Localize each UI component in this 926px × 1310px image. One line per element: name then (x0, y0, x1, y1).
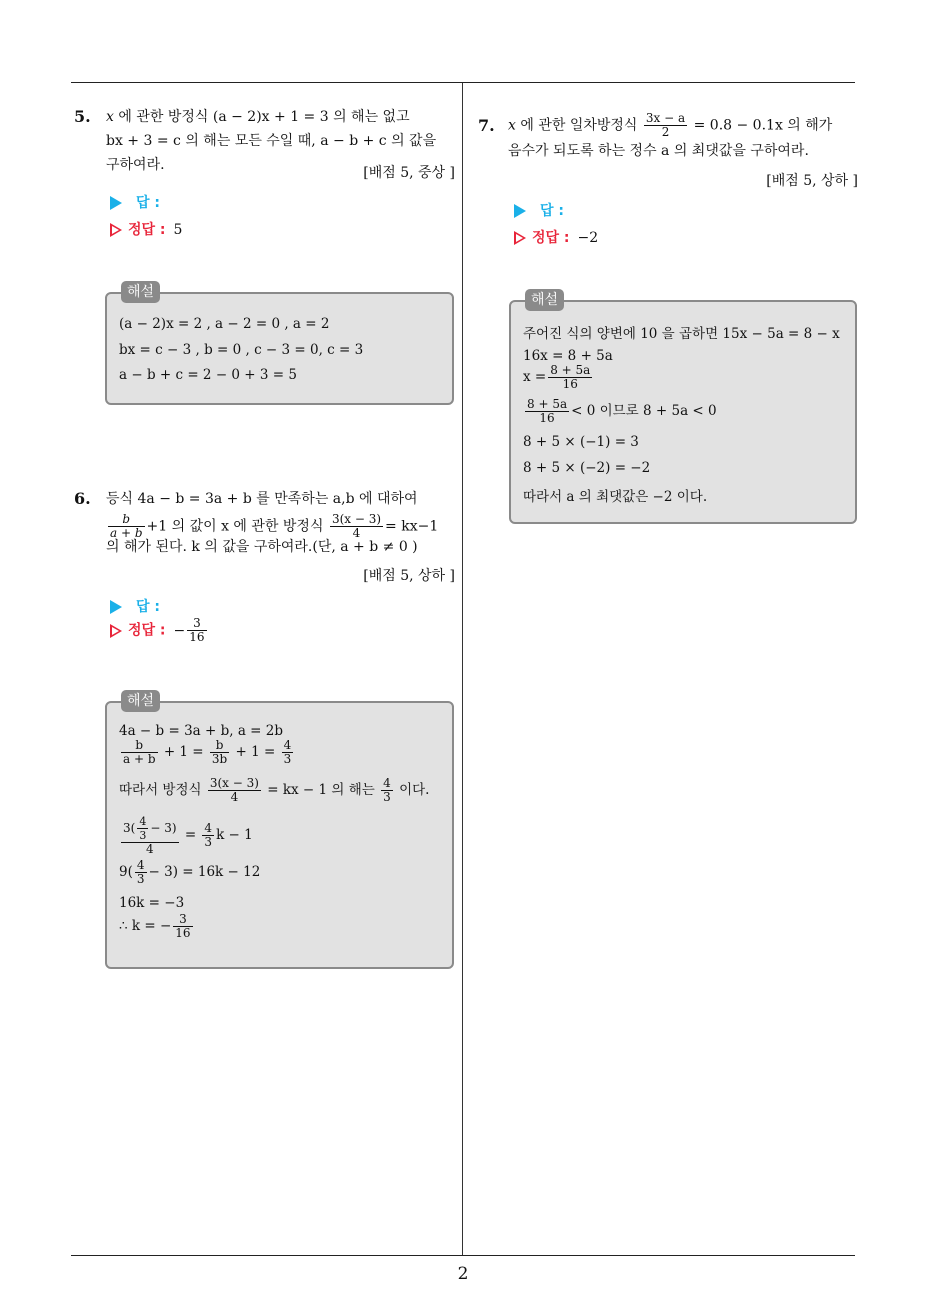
question-text: x 에 관한 일차방정식 $\frac{3x - a}{2}$ = 0.8 − 0.1x 의 해가 음수가 되도록 하는 정수 a 의 최댓값을 구하여라. (508, 111, 833, 159)
solution-tag: 해설 (121, 690, 160, 712)
solution-line: x = $\frac{8 + 5a}{16}$ (523, 363, 591, 391)
answer-label: 답 : (110, 596, 160, 616)
correct-answer: 정답 : −2 (514, 227, 598, 247)
answer-label: 답 : (514, 200, 564, 220)
question-text: 등식 4a − b = 3a + b 를 만족하는 a,b 에 대하여 $\frac{b}{a + b}$ +1 의 값이 x 에 관한 방정식 $\frac{3(x - 3)}{4}$ = kx−1 의 해가 된다. k 의 값을 구하여라.(단, a + b ≠ 0 ) (106, 491, 439, 555)
triangle-icon (110, 600, 122, 614)
question-text: x 에 관한 방정식 (a − 2)x + 1 = 3 의 해는 없고 bx + 3 = c 의 해는 모든 수일 때, a − b + c 의 값을 구하여라. (106, 109, 437, 173)
answer-label: 답 : (110, 192, 160, 212)
solution-line: (a − 2)x = 2 , a − 2 = 0 , a = 2 (119, 316, 330, 332)
solution-line: 8 + 5 × (−2) = −2 (523, 460, 651, 476)
triangle-icon (110, 196, 122, 210)
solution-box (509, 292, 857, 524)
solution-line: a − b + c = 2 − 0 + 3 = 5 (119, 367, 297, 383)
fraction: $\frac{3(x - 3)}{4}$ (331, 512, 382, 540)
triangle-icon (514, 204, 526, 218)
solution-line: 따라서 a 의 최댓값은 −2 이다. (523, 489, 708, 505)
column-divider (462, 83, 463, 1255)
correct-answer: 정답 : 5 (110, 219, 182, 239)
solution-line: 따라서 방정식 $\frac{3(x - 3)}{4}$ = kx − 1 의 해는 $\frac{4}{3}$ 이다. (119, 776, 430, 804)
solution-line: $\frac{8 + 5a}{16}$ < 0 이므로 8 + 5a < 0 (527, 397, 717, 425)
problem-number: 5. (74, 107, 91, 126)
score-meta: [배점 5, 상하 ] (363, 568, 455, 584)
solution-tag: 해설 (525, 289, 564, 311)
outline-triangle-icon (110, 223, 122, 237)
outline-triangle-icon (514, 231, 526, 245)
fraction: $\frac{3}{16}$ (189, 616, 205, 644)
solution-line: 주어진 식의 양변에 10 을 곱하면 15x − 5a = 8 − x (523, 326, 840, 342)
solution-line: 16k = −3 (119, 895, 185, 911)
solution-line: 16x = 8 + 5a (523, 348, 613, 364)
outline-triangle-icon (110, 624, 122, 638)
solution-box (105, 693, 454, 969)
problem-number: 6. (74, 489, 91, 508)
solution-line: 3( $\frac{4}{3}$ − 3) 4 = $\frac{4}{3}$ k − 1 (123, 815, 253, 856)
score-meta: [배점 5, 상하 ] (766, 173, 858, 189)
bottom-rule (71, 1255, 855, 1256)
correct-answer: 정답 : − $\frac{3}{16}$ (110, 617, 209, 644)
page-number: 2 (457, 1264, 469, 1284)
fraction: $\frac{b}{a + b}$ (110, 512, 143, 540)
top-rule (71, 82, 855, 83)
problem-number: 7. (478, 116, 495, 135)
solution-line: bx = c − 3 , b = 0 , c − 3 = 0, c = 3 (119, 342, 364, 358)
solution-box (105, 284, 454, 405)
solution-line: 9( $\frac{4}{3}$ − 3) = 16k − 12 (119, 858, 261, 886)
solution-line: ∴ k = − $\frac{3}{16}$ (119, 912, 191, 940)
solution-line: 8 + 5 × (−1) = 3 (523, 434, 639, 450)
solution-tag: 해설 (121, 281, 160, 303)
solution-line: $\frac{b}{a + b}$ + 1 = $\frac{b}{3b}$ + 1 = $\frac{4}{3}$ (123, 738, 292, 766)
score-meta: [배점 5, 중상 ] (363, 165, 455, 181)
solution-line: 4a − b = 3a + b, a = 2b (119, 723, 283, 739)
